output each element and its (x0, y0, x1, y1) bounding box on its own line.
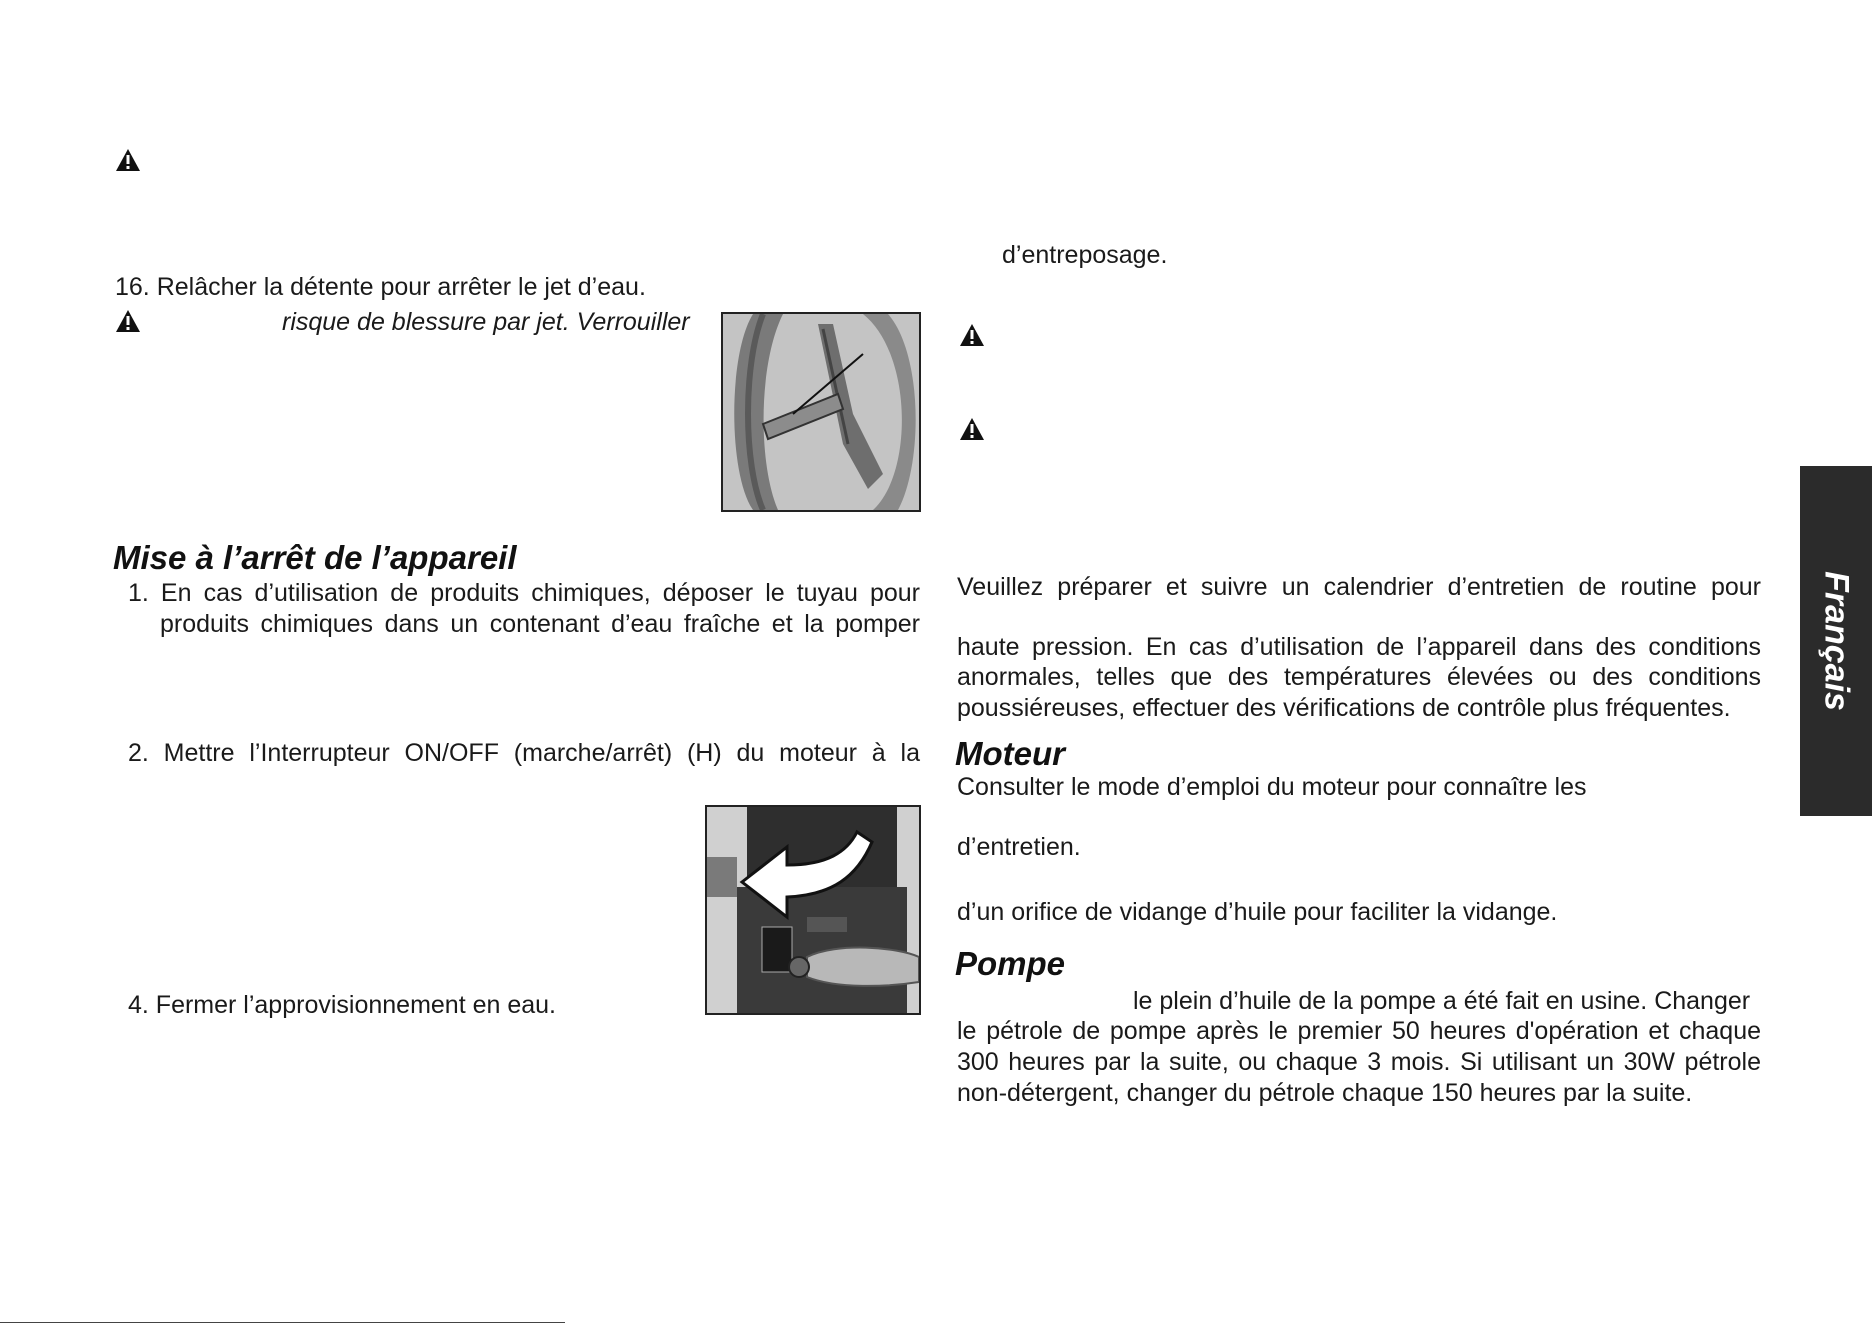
language-tab (1800, 466, 1872, 816)
pump-line-2: le pétrole de pompe après le premier 50 heures d'opération et chaque (957, 1017, 1761, 1045)
maintenance-line-1: Veuillez préparer et suivre un calendrier d’entretien de routine pour (957, 573, 1761, 601)
pump-line-4: non-détergent, changer du pétrole chaque 150 heures par la suite. (957, 1079, 1693, 1107)
heading-shutdown: Mise à l’arrêt de l’appareil (113, 539, 517, 576)
engine-line-1: Consulter le mode d’emploi du moteur pour connaître les (957, 773, 1587, 801)
pump-line-3: 300 heures par la suite, ou chaque 3 mois. Si utilisant un 30W pétrole (957, 1048, 1761, 1076)
pump-line-1: le plein d’huile de la pompe a été fait en usine. Changer (1133, 987, 1751, 1015)
warning-triangle-icon (959, 417, 985, 441)
engine-line-2: d’entretien. (957, 833, 1081, 861)
trigger-lock-illustration (721, 312, 921, 512)
storage-fragment: d’entreposage. (1002, 241, 1168, 269)
heading-engine: Moteur (955, 735, 1065, 772)
warning-triangle-icon (959, 323, 985, 347)
engine-line-3: d’un orifice de vidange d’huile pour faciliter la vidange. (957, 898, 1558, 926)
warning-triangle-icon (115, 309, 141, 333)
step-4: 4. Fermer l’approvisionnement en eau. (128, 991, 557, 1019)
maintenance-line-4: poussiéreuses, effectuer des vérifications de contrôle plus fréquentes. (957, 694, 1731, 722)
maintenance-line-2: haute pression. En cas d’utilisation de l’appareil dans des conditions (957, 633, 1761, 661)
heading-pump: Pompe (955, 945, 1066, 982)
maintenance-line-3: anormales, telles que des températures élevées ou des conditions (957, 663, 1761, 691)
engine-switch-illustration (705, 805, 921, 1015)
step-16: 16. Relâcher la détente pour arrêter le jet d’eau. (115, 273, 646, 301)
warning-triangle-icon (115, 148, 141, 172)
step-2-line-1: 2. Mettre l’Interrupteur ON/OFF (marche/arrêt) (H) du moteur à la (128, 739, 920, 767)
step-1-line-2: produits chimiques dans un contenant d’eau fraîche et la pomper (160, 610, 920, 638)
language-tab-label: Français (1817, 571, 1856, 711)
step-1-line-1: 1. En cas d’utilisation de produits chimiques, déposer le tuyau pour (128, 579, 920, 607)
warning-trigger-lock-text: risque de blessure par jet. Verrouiller (282, 308, 690, 336)
